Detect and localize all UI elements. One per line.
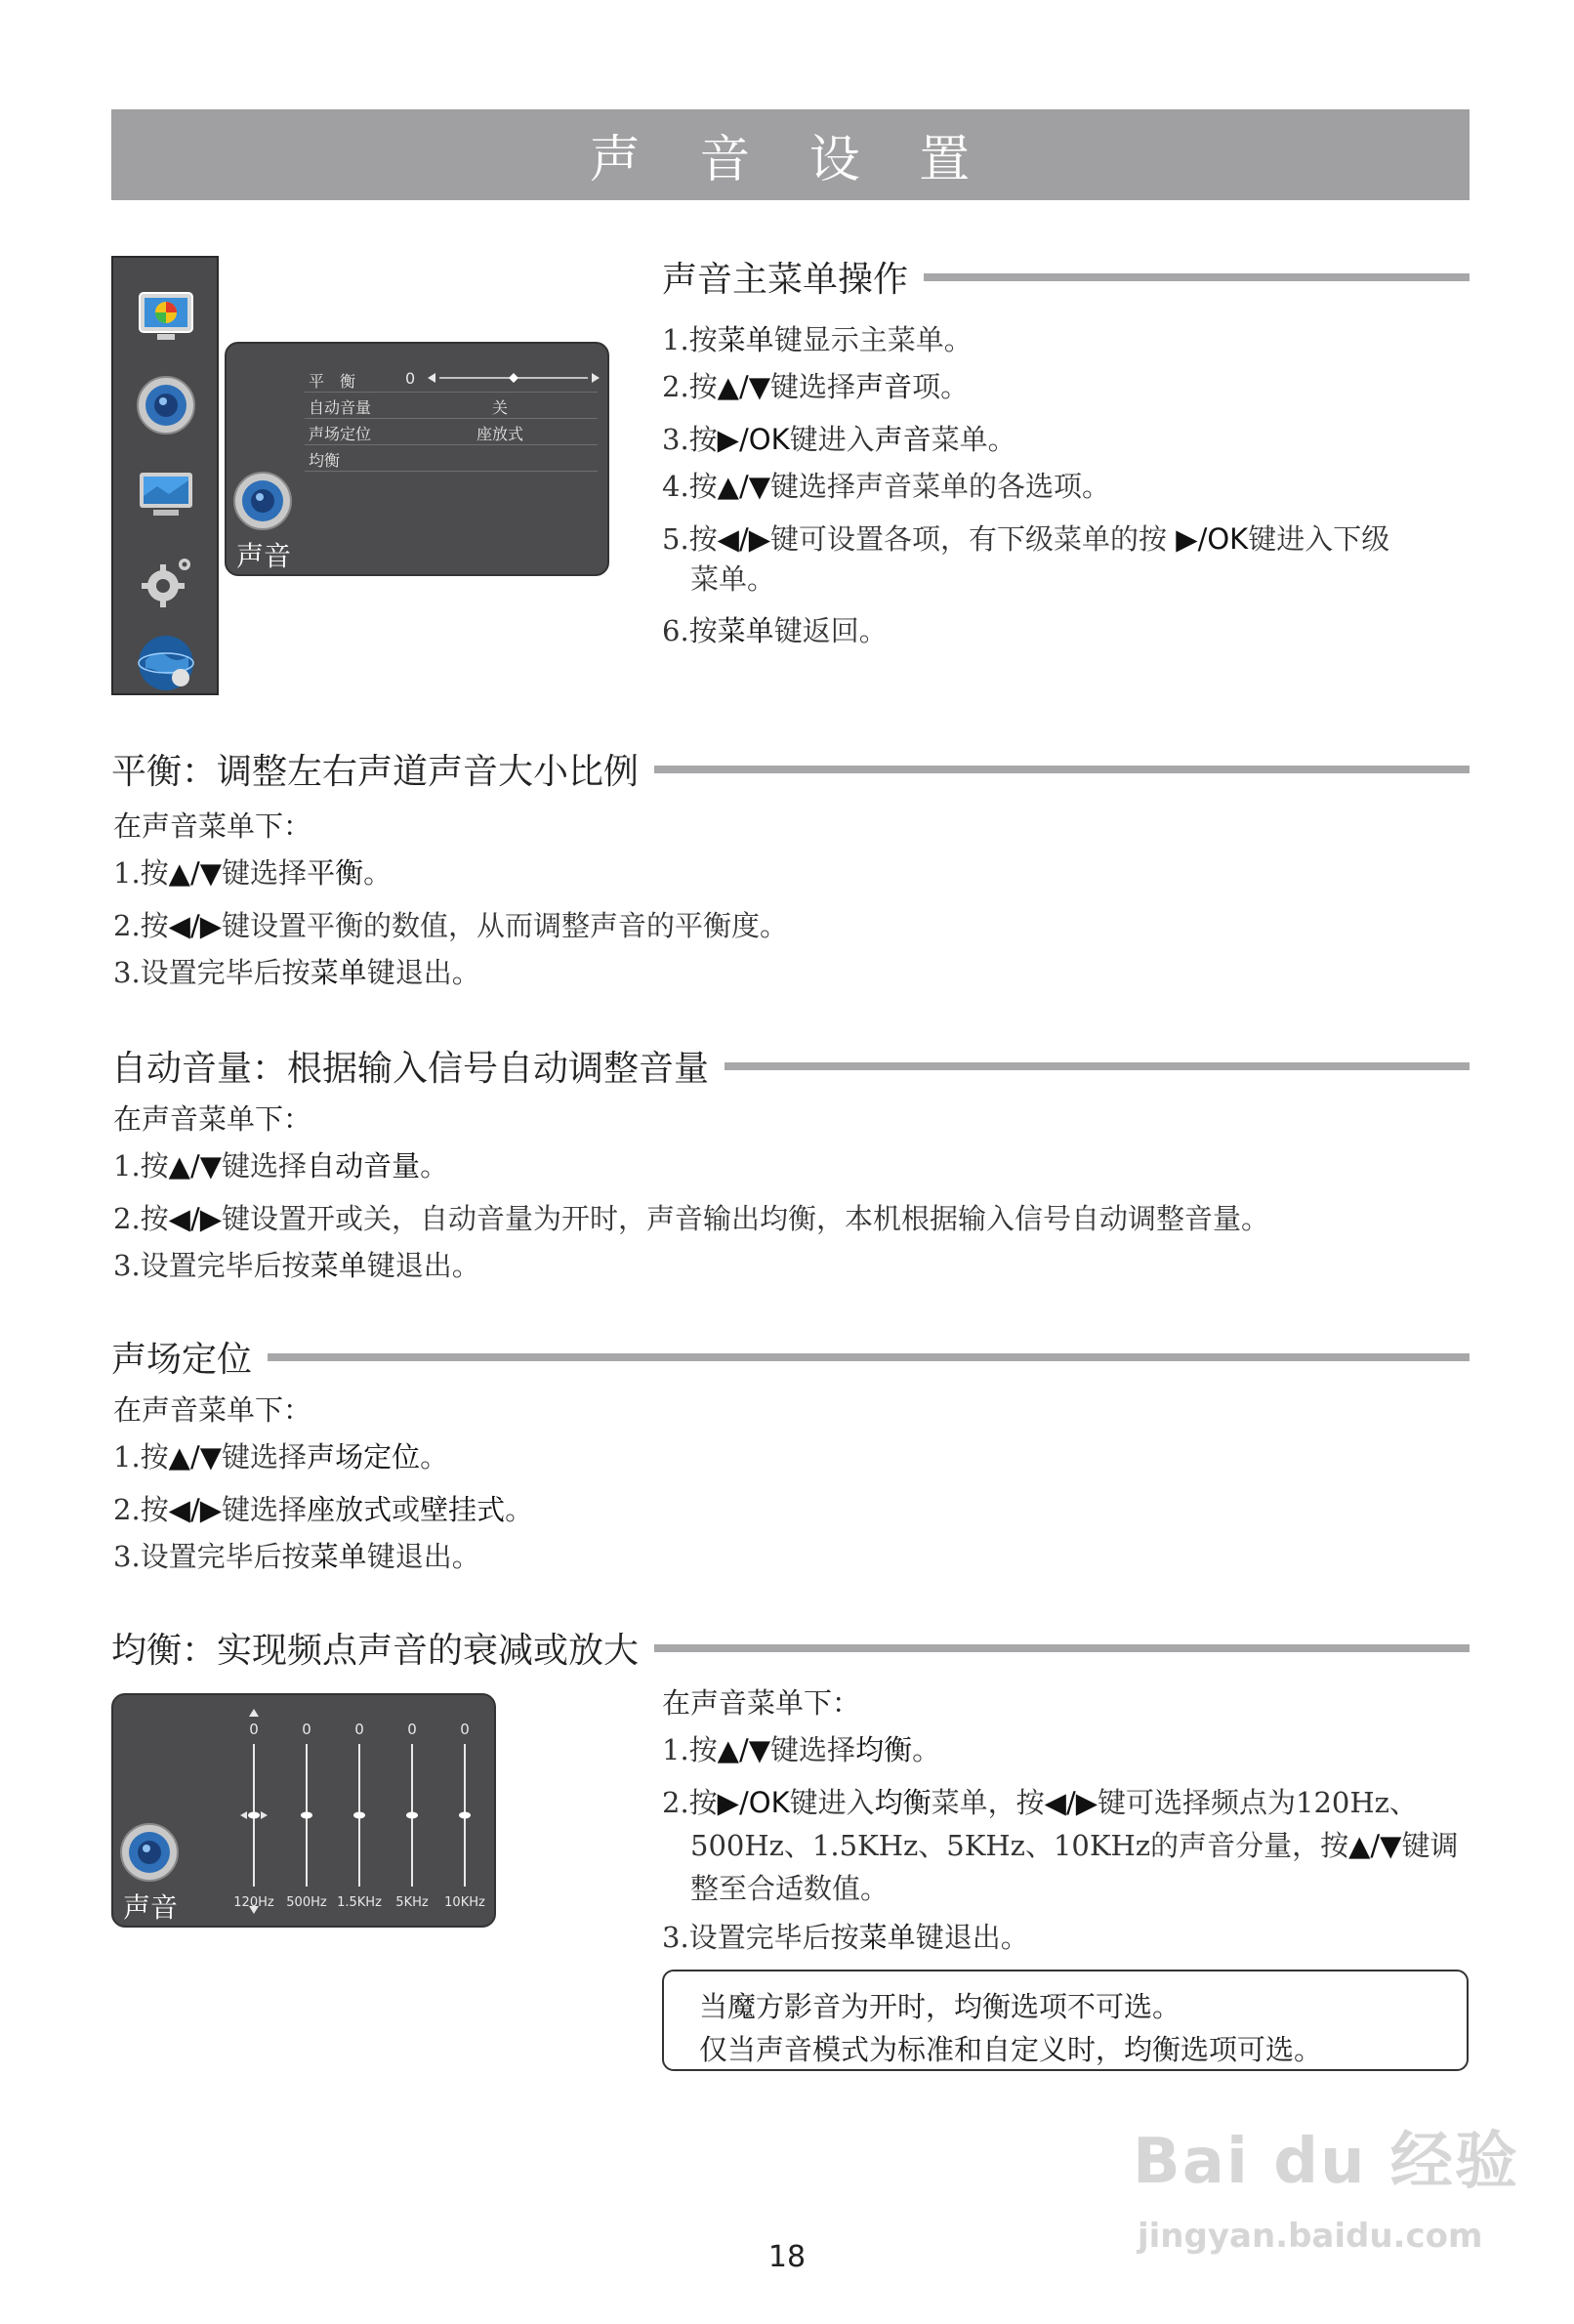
step-line: 菜单。 (662, 562, 776, 596)
osd-item-value: 0 (405, 369, 416, 388)
balance-slider[interactable] (426, 370, 601, 386)
eq-band-freq: 1.5KHz (337, 1895, 382, 1910)
picture-icon (134, 285, 198, 350)
keyword: 壁挂式 (420, 1493, 506, 1526)
watermark-url: jingyan.baidu.com (1138, 2217, 1483, 2256)
step-line: 1.按▲/▼键选择均衡。 (662, 1733, 941, 1766)
keyword: 自动音量 (307, 1149, 421, 1183)
section-heading: 平衡：调整左右声道声音大小比例 (111, 744, 1470, 794)
eq-band-freq: 500Hz (286, 1895, 327, 1910)
keyword: 菜单 (310, 1540, 367, 1573)
section-heading: 声场定位 (111, 1332, 1470, 1382)
eq-band-freq: 120Hz (233, 1895, 274, 1910)
step-line: 2.按▶/OK键进入均衡菜单，按◀/▶键可选择频点为120Hz、 (662, 1786, 1418, 1819)
osd-item-value: 关 (492, 398, 509, 417)
eq-band-value: 0 (460, 1721, 470, 1738)
keyword: ▶/OK (717, 423, 790, 456)
sound-icon (134, 373, 198, 437)
osd-item-label: 均衡 (309, 451, 341, 470)
step-line: 2.按◀/▶键设置开或关，自动音量为开时，声音输出均衡，本机根据输入信号自动调整音量。 (113, 1202, 1270, 1235)
note-line: 仅当声音模式为标准和自定义时，均衡选项可选。 (699, 2033, 1323, 2066)
eq-band-knob[interactable] (459, 1812, 471, 1819)
section-intro: 在声音菜单下： (113, 1393, 312, 1427)
eq-band-freq: 5KHz (395, 1895, 429, 1910)
eq-band-knob[interactable] (406, 1812, 418, 1819)
osd-item-label: 平 衡 (309, 372, 356, 391)
step-line: 1.按▲/▼键选择平衡。 (113, 856, 393, 890)
keyword: ◀/▶ (168, 1202, 223, 1235)
eq-band-knob[interactable] (301, 1812, 312, 1819)
keyword: 菜单 (858, 1921, 916, 1954)
keyword: 菜单 (310, 956, 367, 989)
section-heading: 自动音量：根据输入信号自动调整音量 (111, 1041, 1470, 1091)
section-heading: 均衡：实现频点声音的衰减或放大 (111, 1623, 1470, 1673)
sound-osd-menu (225, 342, 609, 576)
keyword: 平衡 (307, 856, 364, 890)
osd-sidebar (111, 256, 219, 695)
keyword: 均衡 (874, 1786, 932, 1819)
section-intro: 在声音菜单下： (662, 1686, 861, 1720)
keyword: 声音 (874, 423, 932, 456)
keyword: ◀/▶ (717, 522, 771, 556)
step-line: 1.按▲/▼键选择自动音量。 (113, 1149, 449, 1183)
step-line: 500Hz、1.5KHz、5KHz、10KHz的声音分量，按▲/▼键调 (662, 1829, 1459, 1862)
eq-band-value: 0 (354, 1721, 364, 1738)
keyword: ▲/▼ (168, 856, 223, 890)
keyword: 均衡 (855, 1733, 913, 1766)
eq-up-arrow (249, 1709, 259, 1717)
eq-band-freq: 10KHz (444, 1895, 485, 1910)
eq-band-value: 0 (249, 1721, 259, 1738)
eq-band-knob[interactable] (353, 1812, 365, 1819)
equalizer-bands (211, 1705, 494, 1920)
osd-item-label: 自动音量 (309, 398, 372, 417)
step-line: 3.设置完毕后按菜单键退出。 (113, 1540, 480, 1573)
keyword: ▶/OK (1176, 522, 1249, 556)
osd-panel-label: 声音 (236, 540, 292, 572)
keyword: 菜单 (310, 1249, 367, 1282)
step-line: 整至合适数值。 (662, 1872, 890, 1905)
keyword: ▲/▼ (168, 1440, 223, 1473)
eq-left-arrow (240, 1811, 247, 1819)
step-line: 3.设置完毕后按菜单键退出。 (662, 1921, 1029, 1954)
step-line: 1.按▲/▼键选择声场定位。 (113, 1440, 449, 1473)
step-line: 2.按◀/▶键选择座放式或壁挂式。 (113, 1493, 534, 1526)
section-intro: 在声音菜单下： (113, 809, 312, 843)
note-box (662, 1970, 1469, 2071)
keyword: ▲/▼ (717, 370, 771, 403)
step-line: 5.按◀/▶键可设置各项，有下级菜单的按 ▶/OK键进入下级 (662, 522, 1390, 556)
page-number: 18 (767, 2240, 807, 2274)
eq-band-knob[interactable] (248, 1812, 260, 1819)
section-heading: 声音主菜单操作 (662, 252, 1470, 302)
keyword: ▲/▼ (168, 1149, 223, 1183)
step-line: 6.按菜单键返回。 (662, 614, 888, 647)
eq-right-arrow (261, 1811, 268, 1819)
step-line: 2.按▲/▼键选择声音项。 (662, 370, 970, 403)
step-line: 3.按▶/OK键进入声音菜单。 (662, 423, 1016, 456)
note-line: 当魔方影音为开时，均衡选项不可选。 (699, 1990, 1181, 2023)
keyword: 声音 (855, 370, 913, 403)
step-line: 3.设置完毕后按菜单键退出。 (113, 1249, 480, 1282)
keyword: ▶/OK (717, 1786, 790, 1819)
osd-item-value: 座放式 (476, 425, 524, 443)
section-intro: 在声音菜单下： (113, 1102, 312, 1136)
settings-icon (134, 551, 198, 615)
keyword: 菜单 (717, 614, 774, 647)
globe-icon (134, 631, 198, 695)
speaker-icon (230, 469, 295, 533)
screen-icon (134, 463, 198, 527)
equalizer-osd (111, 1693, 496, 1928)
step-line: 2.按◀/▶键设置平衡的数值，从而调整声音的平衡度。 (113, 909, 789, 942)
keyword: 座放式 (307, 1493, 393, 1526)
step-line: 3.设置完毕后按菜单键退出。 (113, 956, 480, 989)
step-line: 1.按菜单键显示主菜单。 (662, 323, 973, 356)
page-title: 声 音 设 置 (111, 109, 1470, 200)
keyword: 声场定位 (307, 1440, 421, 1473)
osd-item-label: 声场定位 (309, 425, 372, 443)
keyword: 菜单 (717, 323, 774, 356)
eq-band-value: 0 (407, 1721, 417, 1738)
keyword: ▲/▼ (717, 1733, 771, 1766)
keyword: ▲/▼ (1348, 1829, 1402, 1862)
keyword: ▲/▼ (717, 470, 771, 503)
osd-panel-label: 声音 (123, 1891, 179, 1924)
speaker-icon (117, 1820, 182, 1885)
eq-band-value: 0 (302, 1721, 311, 1738)
keyword: ◀/▶ (1044, 1786, 1098, 1819)
watermark-logo: Bai du 经验 (1133, 2126, 1519, 2198)
keyword: ◀/▶ (168, 1493, 223, 1526)
step-line: 4.按▲/▼键选择声音菜单的各选项。 (662, 470, 1111, 503)
keyword: ◀/▶ (168, 909, 223, 942)
